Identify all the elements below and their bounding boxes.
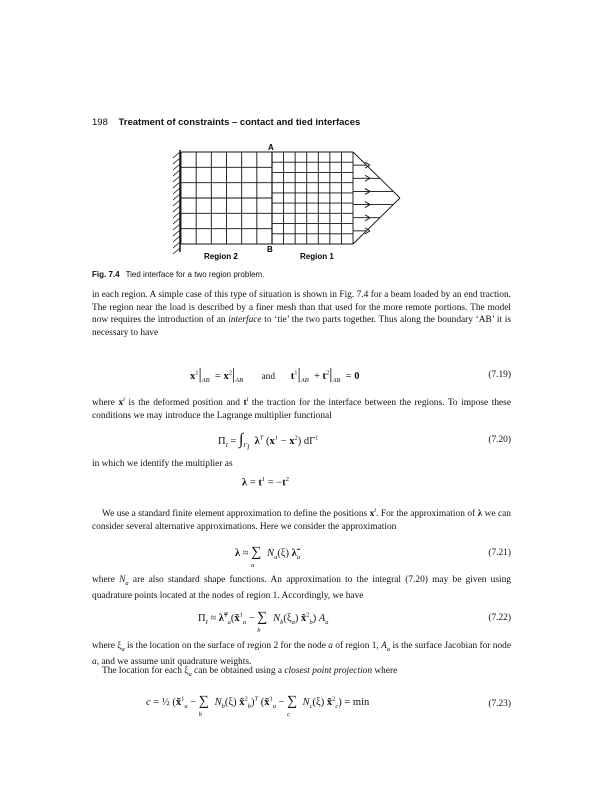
equation-multiplier: $\lambda = t^1 = -t^2$ — [242, 476, 289, 489]
wall-hatch — [173, 206, 180, 212]
wall-hatch — [173, 152, 180, 158]
wall-hatch — [173, 248, 180, 254]
wall-hatch — [173, 230, 180, 236]
wall-hatch — [173, 236, 180, 242]
caption-label: Fig. 7.4 — [92, 270, 120, 279]
wall-hatch — [173, 212, 180, 218]
paragraph-fe-approximation: We use a standard finite element approximation to define the positions $x^i$. For the approximation of λ we can consider several alternative approximations. Here we consider the approximation — [92, 507, 511, 532]
region-2-coarse-mesh — [181, 152, 272, 244]
equation-number-7-21: (7.21) — [488, 548, 511, 558]
wall-hatch — [173, 218, 180, 224]
wall-hatch — [173, 182, 180, 188]
paragraph-closest-point: The location for each $\xi_a$ can be obtained using a closest point projection where — [102, 666, 398, 678]
paragraph-where-x: where $x^i$ is the deformed position and $t^i$ the traction for the interface between the regions. To impose these conditions we may introduce the Lagrange multiplier functional — [92, 396, 511, 421]
wall-hatch — [173, 200, 180, 206]
figure-caption — [92, 270, 264, 279]
region-1-fine-mesh — [272, 152, 353, 244]
region-1-label: Region 1 — [300, 252, 334, 261]
paragraph-intro: in each region. A simple case of this type of situation is shown in Fig. 7.4 for a beam loaded by an end traction. The region near the load is described by a finer mesh than that used for the more remote portions. The model now requires the introduction of an interface to ‘tie’ the two parts together. Thus along the boundary ‘AB’ it is necessary to have — [92, 290, 512, 338]
paragraph-location-xi: where $\xi_a$ is the location on the surface of region 2 for the node a of region 1, $A_a$ is the surface Jacobian for node a, and we assume unit quadrature weights. — [92, 641, 511, 668]
equation-number-7-22: (7.22) — [488, 613, 511, 623]
label-b: B — [267, 245, 273, 254]
wall-hatch — [173, 224, 180, 230]
equation-7-22: $\Pi_I$ ≈ λ̃$^T_a$(x̃$^1_a$ − $\sum_b$ $N_b(\xi_a)$ x̃$^2_b$) $A_a$ (7.22) — [198, 610, 511, 635]
tied-interface-figure — [0, 0, 603, 270]
paragraph-shape-functions: where $N_a$ are also standard shape functions. An approximation to the integral (7.20) may be given using quadrature points located at the nodes of region 1. Accordingly, we have — [92, 575, 511, 602]
wall-hatch — [173, 170, 180, 176]
fixed-wall-support — [173, 150, 180, 254]
equation-7-21: $\lambda \approx \sum_a$ $N_a(\xi)$ $\lambdã_a$ (7.21) — [235, 545, 511, 570]
caption-text: Tied interface for a two region problem. — [125, 270, 265, 279]
emph-closest-point: closest point projection — [284, 666, 373, 676]
running-title: Treatment of constraints – contact and tied interfaces — [118, 117, 361, 128]
equation-7-23: c = ½ (x̃$^1_a$ − $\sum_b$ $N_b(\xi)$ x̃$^2_b$)$^T$ (x̃$^1_a$ − $\sum_c$ $N_c(\xi)$ x̃$^2_c$) = min (7.23) — [146, 694, 511, 719]
region-2-label: Region 2 — [204, 252, 238, 261]
paragraph-multiplier: in which we identify the multiplier as — [92, 459, 233, 469]
emph-interface: interface — [228, 315, 262, 325]
equation-number-7-23: (7.23) — [488, 699, 511, 709]
wall-hatch — [173, 158, 180, 164]
equation-7-20: $\Pi_I = \int_{\Gamma_I}$ $\lambda^T$ $(x^1 - x^2)$ $d\Gamma^1$ (7.20) — [218, 431, 511, 452]
wall-hatch — [173, 194, 180, 200]
wall-hatch — [173, 242, 180, 248]
label-a: A — [268, 143, 274, 152]
wall-hatch — [173, 188, 180, 194]
wall-hatch — [173, 176, 180, 182]
equation-number-7-19: (7.19) — [488, 370, 511, 380]
end-traction-load — [353, 152, 400, 244]
wall-hatch — [173, 164, 180, 170]
equation-7-19: $x^1|_{AB} = x^2|_{AB}$ and $t^1|_{AB} + t^2|_{AB} = 0$ (7.19) — [190, 366, 511, 385]
page-number: 198 — [92, 117, 108, 128]
equation-number-7-20: (7.20) — [488, 435, 511, 445]
